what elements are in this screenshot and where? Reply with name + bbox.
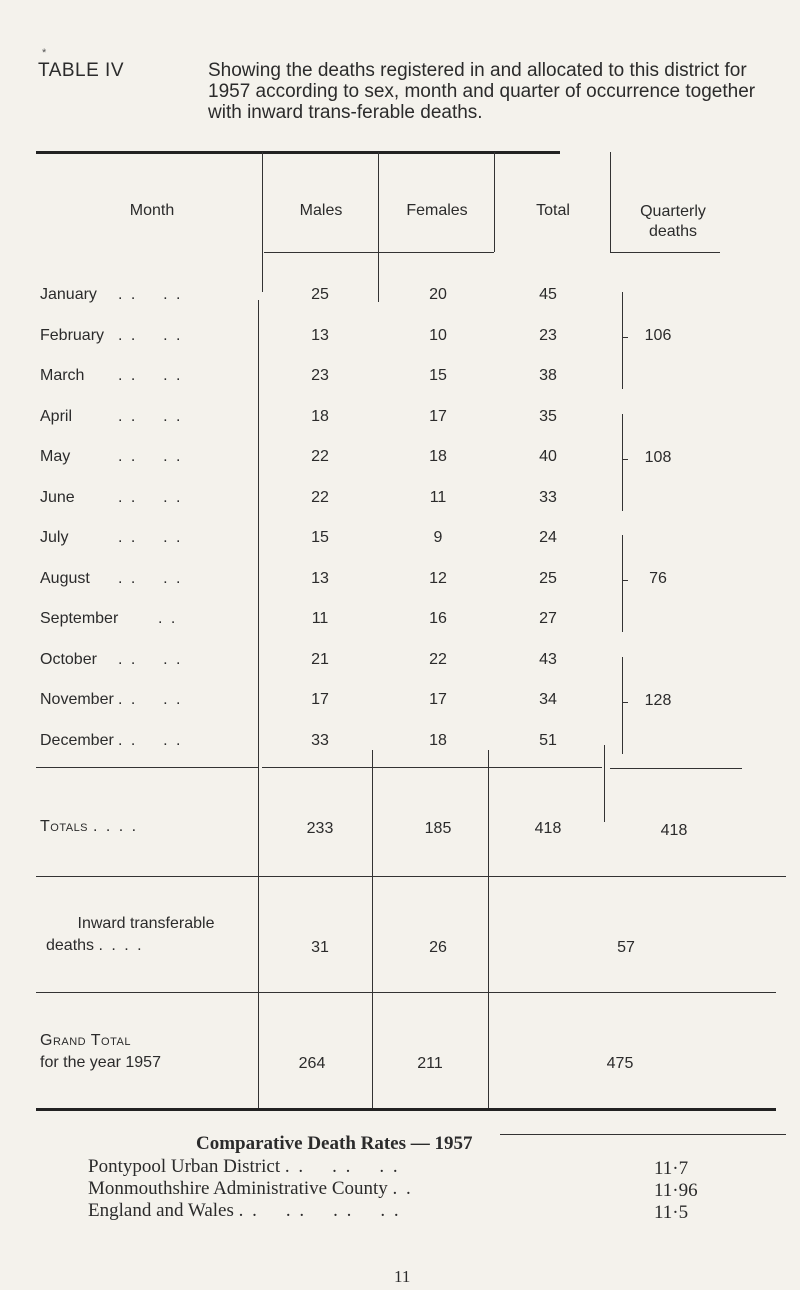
inward-males: 31 xyxy=(311,939,329,956)
header-quarterly: Quarterly deaths xyxy=(640,203,706,240)
month-label: February . . . . xyxy=(40,327,183,344)
totals-females: 185 xyxy=(424,820,452,837)
cell-total: 24 xyxy=(539,529,557,546)
month-label: October . . . . xyxy=(40,651,183,668)
cell-males: 11 xyxy=(311,610,329,627)
cell-total: 23 xyxy=(539,327,557,344)
cell-total: 51 xyxy=(539,732,557,749)
print-mark: * xyxy=(42,47,47,59)
cell-total: 40 xyxy=(539,448,557,465)
cell-males: 21 xyxy=(311,651,329,668)
inward-females: 26 xyxy=(429,939,447,956)
totals-rule-mid xyxy=(262,767,602,768)
month-label: August . . . . xyxy=(40,570,183,587)
month-label: July . . . . xyxy=(40,529,183,546)
cell-females: 10 xyxy=(429,327,447,344)
cell-males: 18 xyxy=(311,408,329,425)
cell-females: 15 xyxy=(429,367,447,384)
month-label: June . . . . xyxy=(40,489,183,506)
totals-quarterly: 418 xyxy=(660,822,688,839)
month-label: January . . . . xyxy=(40,286,183,303)
col-rule-total xyxy=(488,750,489,1108)
col-rule-females-top xyxy=(378,152,379,252)
grand-label-line2: for the year 1957 xyxy=(40,1054,161,1071)
cell-males: 13 xyxy=(311,327,329,344)
rate-value: 11·5 xyxy=(654,1202,689,1223)
quarter-brace xyxy=(622,414,623,511)
cell-total: 33 xyxy=(539,489,557,506)
grand-rule xyxy=(36,992,776,993)
cell-males: 33 xyxy=(311,732,329,749)
cell-males: 17 xyxy=(311,691,329,708)
cell-males: 22 xyxy=(311,448,329,465)
inward-rule xyxy=(36,876,786,877)
cell-females: 9 xyxy=(433,529,443,546)
page-number: 11 xyxy=(394,1267,411,1286)
cell-females: 17 xyxy=(429,408,447,425)
rate-row: Pontypool Urban District . . . . . . xyxy=(88,1156,400,1177)
grand-females: 211 xyxy=(417,1055,443,1072)
cell-females: 20 xyxy=(429,286,447,303)
cell-total: 25 xyxy=(539,570,557,587)
header-rule-a xyxy=(264,252,494,253)
cell-females: 18 xyxy=(429,448,447,465)
col-rule-females-top2 xyxy=(378,252,379,302)
col-rule-quarterly xyxy=(604,745,605,822)
quarter-value: 128 xyxy=(644,692,672,709)
cell-total: 38 xyxy=(539,367,557,384)
cell-males: 15 xyxy=(311,529,329,546)
rate-value: 11·96 xyxy=(654,1180,698,1201)
inward-label-line2: deaths . . . . xyxy=(46,937,144,954)
quarter-value: 108 xyxy=(644,449,672,466)
rates-title-rule xyxy=(500,1134,786,1135)
month-label: March . . . . xyxy=(40,367,183,384)
col-rule-males-top xyxy=(262,152,263,292)
cell-females: 11 xyxy=(429,489,447,506)
cell-total: 45 xyxy=(539,286,557,303)
col-rule-total-top xyxy=(494,152,495,252)
grand-total: 475 xyxy=(606,1055,634,1072)
col-rule-males xyxy=(258,300,259,1108)
month-label: December . . . . xyxy=(40,732,183,749)
col-rule-quarterly-top xyxy=(610,152,611,252)
rate-row: England and Wales . . . . . . . . xyxy=(88,1200,401,1221)
cell-total: 27 xyxy=(539,610,557,627)
quarter-value: 106 xyxy=(644,327,672,344)
quarter-value: 76 xyxy=(649,570,667,587)
inward-total: 57 xyxy=(617,939,635,956)
totals-rule-left xyxy=(36,767,258,768)
cell-males: 25 xyxy=(311,286,329,303)
caption-text: Showing the deaths registered in and allocated to this district for 1957 according to sex, month and quarter of occurrence together with inward trans-ferable deaths. xyxy=(208,60,756,123)
table-label: TABLE IV xyxy=(38,60,125,81)
cell-males: 23 xyxy=(311,367,329,384)
totals-rule-right xyxy=(610,768,742,769)
totals-males: 233 xyxy=(306,820,334,837)
month-label: November . . . . xyxy=(40,691,183,708)
inward-label-line1: Inward transferable xyxy=(77,915,215,932)
header-males: Males xyxy=(299,202,343,219)
quarter-brace xyxy=(622,535,623,632)
quarter-brace xyxy=(622,292,623,389)
cell-total: 35 xyxy=(539,408,557,425)
month-label: May . . . . xyxy=(40,448,183,465)
header-total: Total xyxy=(536,202,570,219)
cell-females: 17 xyxy=(429,691,447,708)
grand-males: 264 xyxy=(298,1055,326,1072)
cell-males: 13 xyxy=(311,570,329,587)
cell-females: 18 xyxy=(429,732,447,749)
cell-total: 34 xyxy=(539,691,557,708)
totals-label: Totals . . . . xyxy=(40,818,139,835)
month-label: September . . xyxy=(40,610,178,627)
cell-females: 22 xyxy=(429,651,447,668)
cell-males: 22 xyxy=(311,489,329,506)
table-top-rule xyxy=(36,151,560,154)
month-label: April . . . . xyxy=(40,408,183,425)
totals-total: 418 xyxy=(534,820,562,837)
quarter-brace xyxy=(622,657,623,754)
cell-females: 16 xyxy=(429,610,447,627)
cell-females: 12 xyxy=(429,570,447,587)
header-females: Females xyxy=(406,202,468,219)
header-month: Month xyxy=(129,202,175,219)
grand-label-line1: Grand Total xyxy=(40,1032,131,1049)
rate-row: Monmouthshire Administrative County . . xyxy=(88,1178,413,1199)
col-rule-females xyxy=(372,750,373,1108)
cell-total: 43 xyxy=(539,651,557,668)
rates-title: Comparative Death Rates — 1957 xyxy=(196,1133,473,1154)
rate-value: 11·7 xyxy=(654,1158,689,1179)
table-bottom-rule xyxy=(36,1108,776,1111)
header-rule-b xyxy=(610,252,720,253)
